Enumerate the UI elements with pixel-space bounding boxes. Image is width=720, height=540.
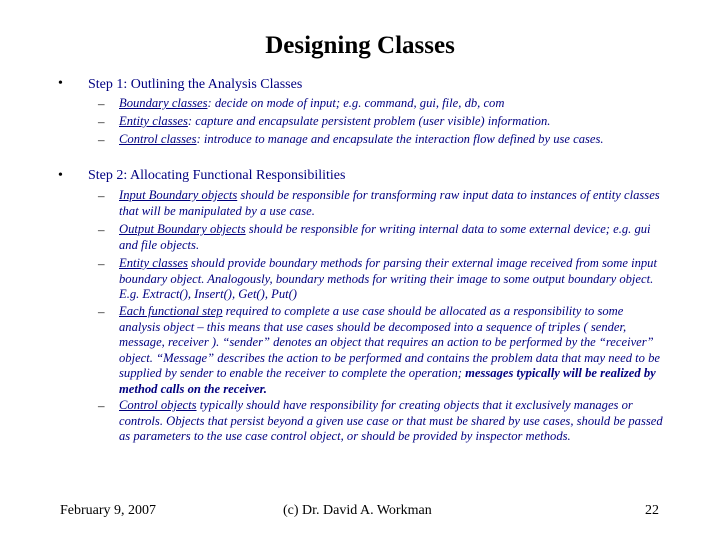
item-term: Output Boundary objects: [119, 222, 246, 236]
footer-date: February 9, 2007: [60, 503, 157, 518]
item-text: : decide on mode of input; e.g. command, gui, file, db, com: [207, 96, 505, 110]
step2-item: [119, 304, 664, 397]
dash-icon: –: [98, 132, 105, 147]
step2-item: [119, 188, 664, 219]
item-text: typically should have responsibility for creating objects that it exclusively manages or controls. Objects that persist beyond a given use case or that must be shared by use cases, should be passed as parameters to the use case control object, or should be provided by inspector methods.: [119, 398, 663, 443]
step2-item: [119, 222, 664, 253]
item-text: : introduce to manage and encapsulate the interaction flow defined by use cases.: [196, 132, 604, 146]
step1-item: [119, 132, 664, 148]
slide-title: Designing Classes: [265, 32, 455, 59]
dash-icon: –: [98, 188, 105, 203]
item-term: Control objects: [119, 398, 197, 412]
dash-icon: –: [98, 256, 105, 271]
step1-item: [119, 96, 664, 112]
item-term: Control classes: [119, 132, 197, 146]
step2-item: [119, 398, 664, 445]
item-term: Input Boundary objects: [119, 188, 238, 202]
dash-icon: –: [98, 304, 105, 319]
item-text: required to complete a use case should be allocated as a responsibility to some analysis object – this means that use cases should be decomposed into a sequence of triples ( sender, message, receiver ). “sender” denotes an object that requires an action to be performed by the “receiver” object. “Message” describes the action to be performed and contains the problem data that may need to be supplied by sender to enable the receiver to complete the operation;: [119, 304, 660, 380]
dash-icon: –: [98, 398, 105, 413]
item-text: : capture and encapsulate persistent problem (user visible) information.: [187, 114, 551, 128]
item-text: should provide boundary methods for parsing their external image received from some input boundary object. Analogously, boundary methods for writing their image to some output boundary object. E.g. Extract(), Insert(), Get(), Put(): [119, 256, 657, 301]
step2-heading: Step 2: Allocating Functional Responsibilities: [88, 168, 346, 183]
step1-heading: Step 1: Outlining the Analysis Classes: [88, 77, 303, 92]
item-text: should be responsible for writing internal data to some external device; e.g. gui and file objects.: [119, 222, 651, 252]
item-term: Entity classes: [119, 256, 188, 270]
item-text: should be responsible for transforming raw input data to instances of entity classes that will be manipulated by a use case.: [119, 188, 660, 218]
dash-icon: –: [98, 114, 105, 129]
item-bold-tail: messages typically will be realized by method calls on the receiver.: [119, 366, 656, 396]
dash-icon: –: [98, 222, 105, 237]
dash-icon: –: [98, 96, 105, 111]
item-term: Entity classes: [119, 114, 188, 128]
bullet-icon: •: [58, 76, 63, 91]
item-term: Boundary classes: [119, 96, 208, 110]
footer-author: (c) Dr. David A. Workman: [283, 503, 432, 518]
bullet-icon: •: [58, 168, 63, 183]
item-term: Each functional step: [119, 304, 223, 318]
step2-item: [119, 256, 664, 303]
step1-item: [119, 114, 664, 130]
footer-page-number: 22: [645, 503, 659, 518]
